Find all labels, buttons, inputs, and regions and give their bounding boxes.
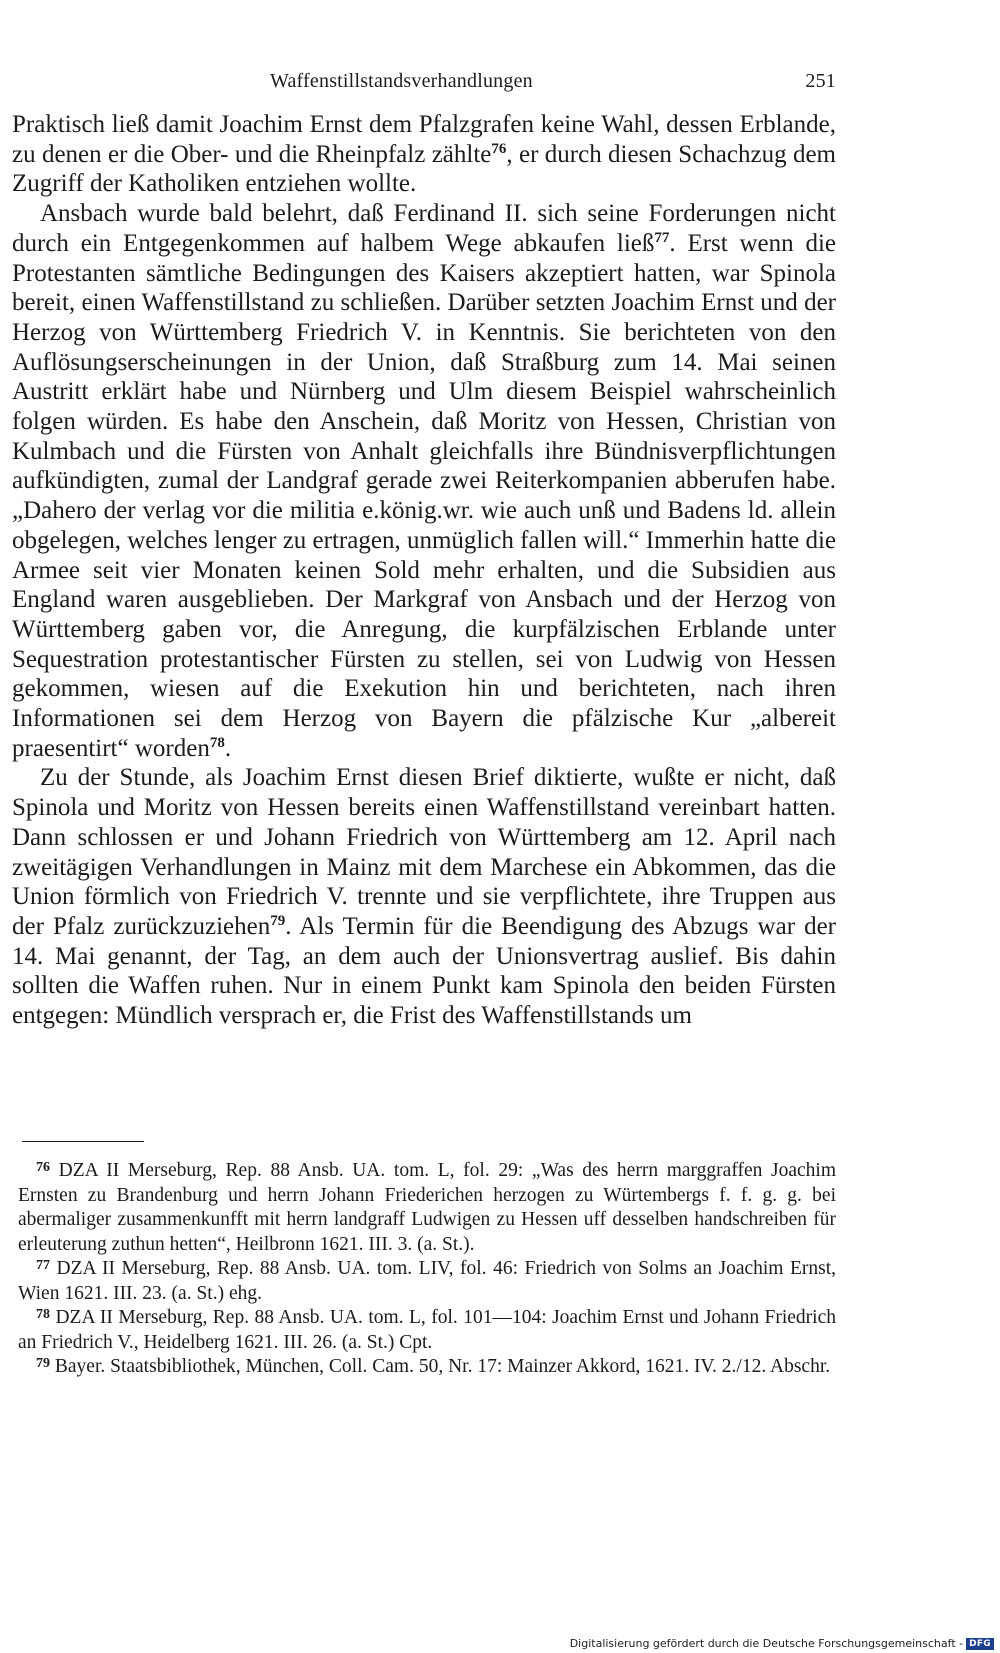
footnote-text: DZA II Merseburg, Rep. 88 Ansb. UA. tom. L, fol. 101—104: Joachim Ernst und Johann Friedrich an Friedrich V., Heidelberg 1621. III. 26. (a. St.) Cpt. — [18, 1307, 836, 1353]
running-title: Waffenstillstandsverhandlungen — [270, 70, 533, 92]
dfg-logo-icon: DFG — [966, 1638, 994, 1650]
paragraph-3 — [12, 763, 836, 1030]
running-head — [12, 70, 836, 100]
credit-text: Digitalisierung gefördert durch die Deutsche Forschungsgemeinschaft - — [569, 1637, 964, 1650]
footnote-76 — [18, 1159, 836, 1257]
footnote-reference: 76 — [491, 140, 507, 157]
footnote-number: 79 — [36, 1356, 50, 1371]
footnote-text: Bayer. Staatsbibliothek, München, Coll. Cam. 50, Nr. 17: Mainzer Akkord, 1621. IV. 2./12. Abschr. — [54, 1356, 831, 1377]
footnote-reference: 77 — [654, 229, 670, 246]
footnote-text: DZA II Merseburg, Rep. 88 Ansb. UA. tom. LIV, fol. 46: Friedrich von Solms an Joachim Ernst, Wien 1621. III. 23. (a. St.) ehg. — [18, 1258, 837, 1304]
footnote-reference: 78 — [209, 734, 225, 751]
paragraph-text: , er durch diesen Schachzug dem Zugriff der Katholiken entziehen wollte. — [12, 140, 836, 198]
footnote-77 — [18, 1257, 836, 1306]
digitization-credit — [570, 1637, 994, 1650]
footnotes — [18, 1159, 836, 1380]
footnote-number: 76 — [36, 1160, 50, 1175]
footnote-text: DZA II Merseburg, Rep. 88 Ansb. UA. tom. L, fol. 29: „Was des herrn marggraffen Joachim Ernsten zu Brandenburg und herrn Johann Friederichen herzogen zu Würtembergs f. f. g. g. bei abermaliger zusammenkunfft mit herrn landgraff Ludwigen zu Hessen uff desselben handschreiben für erleuterung zuthun hetten“, Heilbronn 1621. III. 3. (a. St.). — [18, 1160, 836, 1255]
paragraph-text: . Erst wenn die Protestanten sämtliche Bedingungen des Kaisers akzeptiert hatten, war Spinola bereit, einen Waffenstillstand zu schließen. Darüber setzten Joachim Ernst und der Herzog von Württemberg Friedrich V. in Kenntnis. Sie berichteten von den Auflösungserscheinungen in der Union, daß Straßburg zum 14. Mai seinen Austritt erklärt habe und Nürnberg und Ulm diesem Beispiel wahrscheinlich folgen würden. Es habe den Anschein, daß Moritz von Hessen, Christian von Kulmbach und die Fürsten von Anhalt gleichfalls ihre Bündnisverpflichtungen aufkündigten, zumal der Landgraf gerade zwei Reiterkompanien abberufen habe. „Dahero der verlag vor die militia e.könig.wr. wie auch unß und Badens ld. allein obgelegen, welches lenger zu ertragen, unmüglich fallen will.“ Immerhin hatte die Armee seit vier Monaten keinen Sold mehr erhalten, und die Subsidien aus England waren ausgeblieben. Der Markgraf von Ansbach und der Herzog von Württemberg gaben vor, die Anregung, die kurpfälzischen Erblande unter Sequestration protestantischer Fürsten zu stellen, sei von Ludwig von Hessen gekommen, wiesen auf die Exekution hin und berichteten, nach ihren Informationen sei dem Herzog von Bayern die pfälzische Kur „albereit praesentirt“ worden — [12, 229, 836, 762]
paragraph-1 — [12, 110, 836, 199]
footnote-number: 78 — [36, 1307, 50, 1322]
paragraph-text: Zu der Stunde, als Joachim Ernst diesen Brief diktierte, wußte er nicht, daß Spinola und Moritz von Hessen bereits einen Waffenstillstand vereinbart hatten. Dann schlossen er und Johann Friedrich von Württemberg am 12. April nach zweitägigen Verhandlungen in Mainz mit dem Marchese ein Abkommen, das die Union förmlich von Friedrich V. trennte und sie verpflichtete, ihre Truppen aus der Pfalz zurückzuziehen — [12, 764, 836, 940]
footnote-79 — [18, 1355, 836, 1380]
paragraph-text: . Als Termin für die Beendigung des Abzugs war der 14. Mai genannt, der Tag, an dem auch der Unionsvertrag auslief. Bis dahin sollten die Waffen ruhen. Nur in einem Punkt kam Spinola den beiden Fürsten entgegen: Mündlich versprach er, die Frist des Waffenstillstands um — [12, 912, 837, 1030]
body-text — [12, 110, 836, 1031]
page-number: 251 — [805, 70, 836, 92]
paragraph-2 — [12, 199, 836, 763]
paragraph-text: . — [224, 734, 232, 762]
footnote-reference: 79 — [270, 912, 286, 929]
footnote-number: 77 — [36, 1258, 50, 1273]
paragraph-text: Ansbach wurde bald belehrt, daß Ferdinand II. sich seine Forderungen nicht durch ein Entgegenkommen auf halbem Wege abkaufen ließ — [12, 200, 836, 257]
footnote-divider — [22, 1141, 144, 1142]
footnote-78 — [18, 1306, 836, 1355]
paragraph-text: Praktisch ließ damit Joachim Ernst dem Pfalzgrafen keine Wahl, dessen Erblande, zu denen er die Ober- und die Rheinpfalz zählte — [12, 111, 836, 168]
